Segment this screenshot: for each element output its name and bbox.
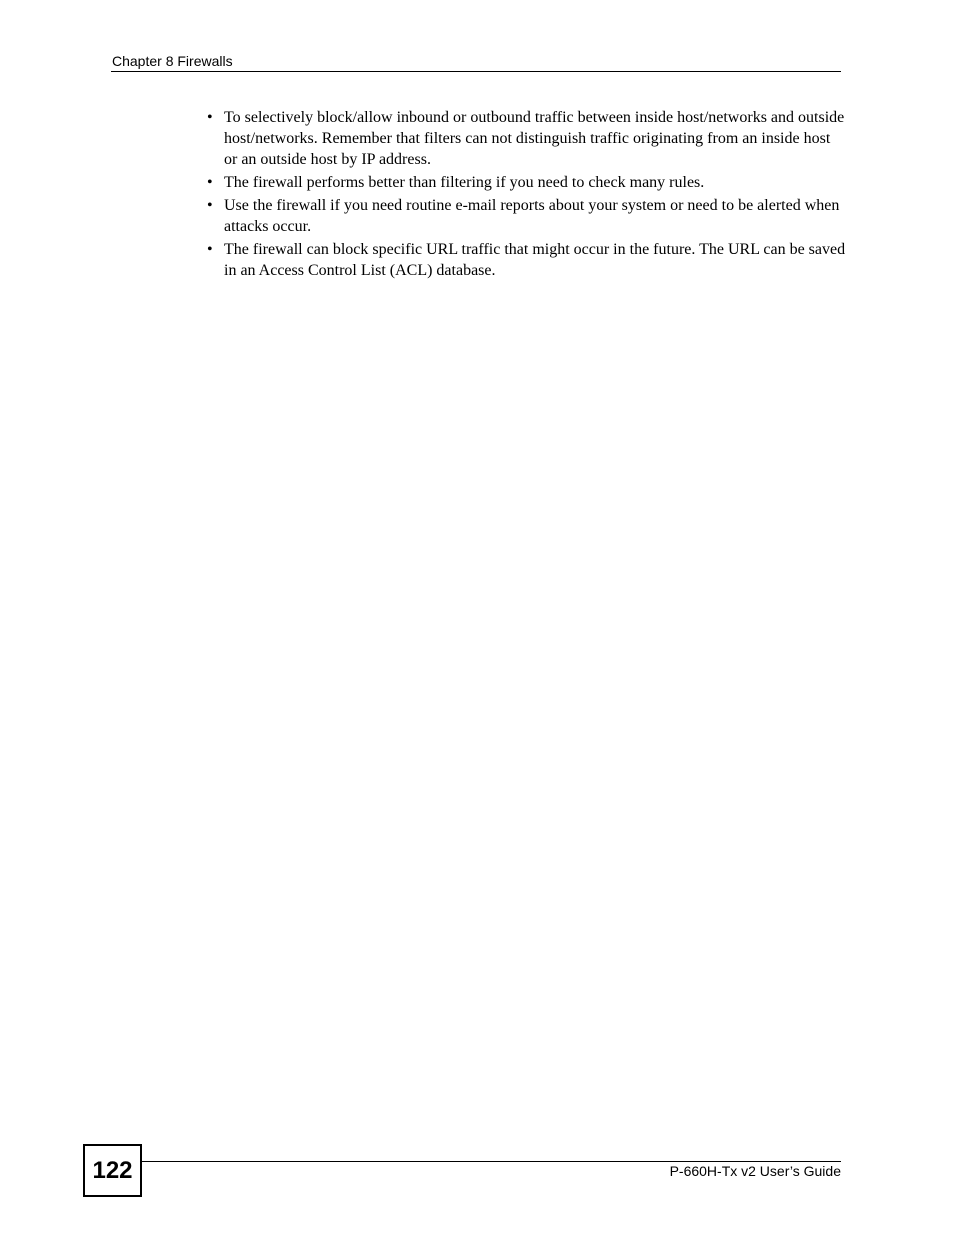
- bullet-list: [207, 107, 847, 283]
- bullet-icon: •: [207, 174, 213, 191]
- bullet-icon: •: [207, 197, 213, 214]
- page-number: 122: [83, 1144, 142, 1197]
- list-item-text: The firewall can block specific URL traffic that might occur in the future. The URL can be saved in an Access Control List (ACL) database.: [224, 241, 846, 279]
- bullet-icon: •: [207, 241, 213, 258]
- list-item-text: Use the firewall if you need routine e-mail reports about your system or need to be alerted when attacks occur.: [224, 197, 840, 235]
- list-item: [207, 195, 847, 237]
- bullet-icon: •: [207, 109, 213, 126]
- list-item-text: The firewall performs better than filtering if you need to check many rules.: [224, 174, 705, 191]
- list-item: [207, 107, 847, 170]
- list-item: [207, 239, 847, 281]
- list-item-text: To selectively block/allow inbound or outbound traffic between inside host/networks and outside host/networks. Remember that filters can not distinguish traffic originating from an inside host or an outside host by IP address.: [224, 109, 845, 168]
- header-divider: [111, 71, 841, 72]
- guide-title: P-660H-Tx v2 User’s Guide: [669, 1163, 841, 1179]
- list-item: [207, 172, 847, 193]
- chapter-header: Chapter 8 Firewalls: [112, 53, 233, 69]
